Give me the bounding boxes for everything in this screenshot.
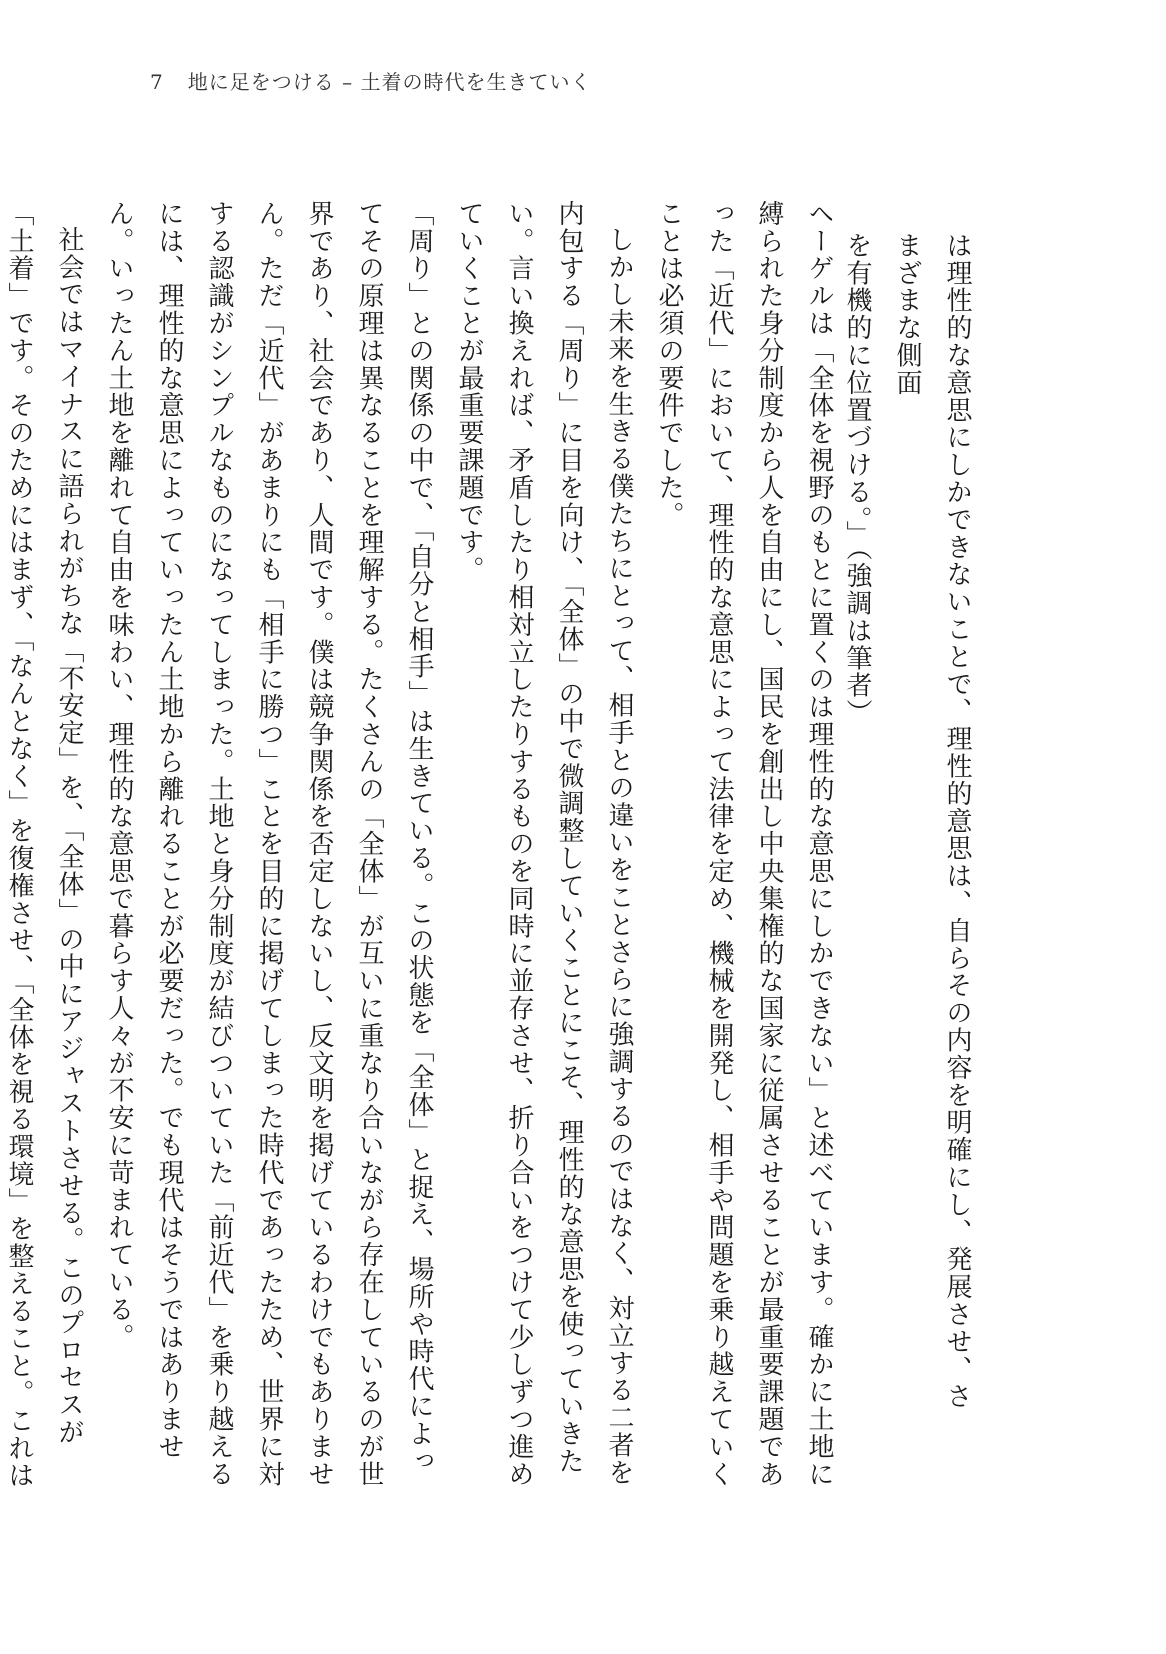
quote-line: は理性的な意思にしかできないことで、理性的意思は、自らその内容を明確にし、発展させ、さまざまな側面	[892, 232, 972, 1411]
body-text	[0, 200, 844, 1500]
quote-block	[832, 232, 982, 1432]
paragraph: 社会ではマイナスに語られがちな「不安定」を、「全体」の中にアジャストさせる。このプロセスが「土着」です。そのためにはまず、「なんとなく」を復権させ、「全体を視る環境」を整えること。これは	[4, 200, 84, 1490]
paragraph: 「周り」との関係の中で、「自分と相手」は生きている。この状態を「全体」と捉え、場所や時代によってその原理は異なることを理解する。たくさんの「全体」が互いに重なり合いながら存在しているのが世界であり、社会であり、人間です。僕は競争関係を否定しないし、反文明を掲げているわけでもありません。ただ「近代」があまりにも「相手に勝つ」ことを目的に掲げてしまった時代であったため、世界に対する認識がシンプルなものになってしまった。土地と身分制度が結びついていた「前近代」を乗り越えるには、理性的な意思によっていったん土地から離れることが必要だった。でも現代はそうではありません。いったん土地を離れて自由を味わい、理性的な意思で暮らす人々が不安に苛まれている。	[104, 200, 434, 1488]
quote-line: を有機的に位置づける。」（強調は筆者）	[842, 232, 872, 727]
running-header	[150, 66, 591, 95]
paragraph: しかし未来を生きる僕たちにとって、相手との違いをことさらに強調するのではなく、対立する二者を内包する「周り」に目を向け、「全体」の中で微調整していくことにこそ、理性的な意思を使っていきたい。言い換えれば、矛盾したり相対立したりするものを同時に並存させ、折り合いをつけて少しずつ進めていくことが最重要課題です。	[454, 200, 634, 1488]
page-number: 7	[150, 70, 164, 94]
paragraph: ヘーゲルは「全体を視野のもとに置くのは理性的な意思にしかできない」と述べています。確かに土地に縛られた身分制度から人を自由にし、国民を創出し中央集権的な国家に従属させることが最重要課題であった「近代」において、理性的な意思によって法律を定め、機械を開発し、相手や問題を乗り越えていくことは必須の要件でした。	[654, 200, 834, 1488]
running-title: 地に足をつける – 土着の時代を生きていく	[187, 70, 592, 94]
